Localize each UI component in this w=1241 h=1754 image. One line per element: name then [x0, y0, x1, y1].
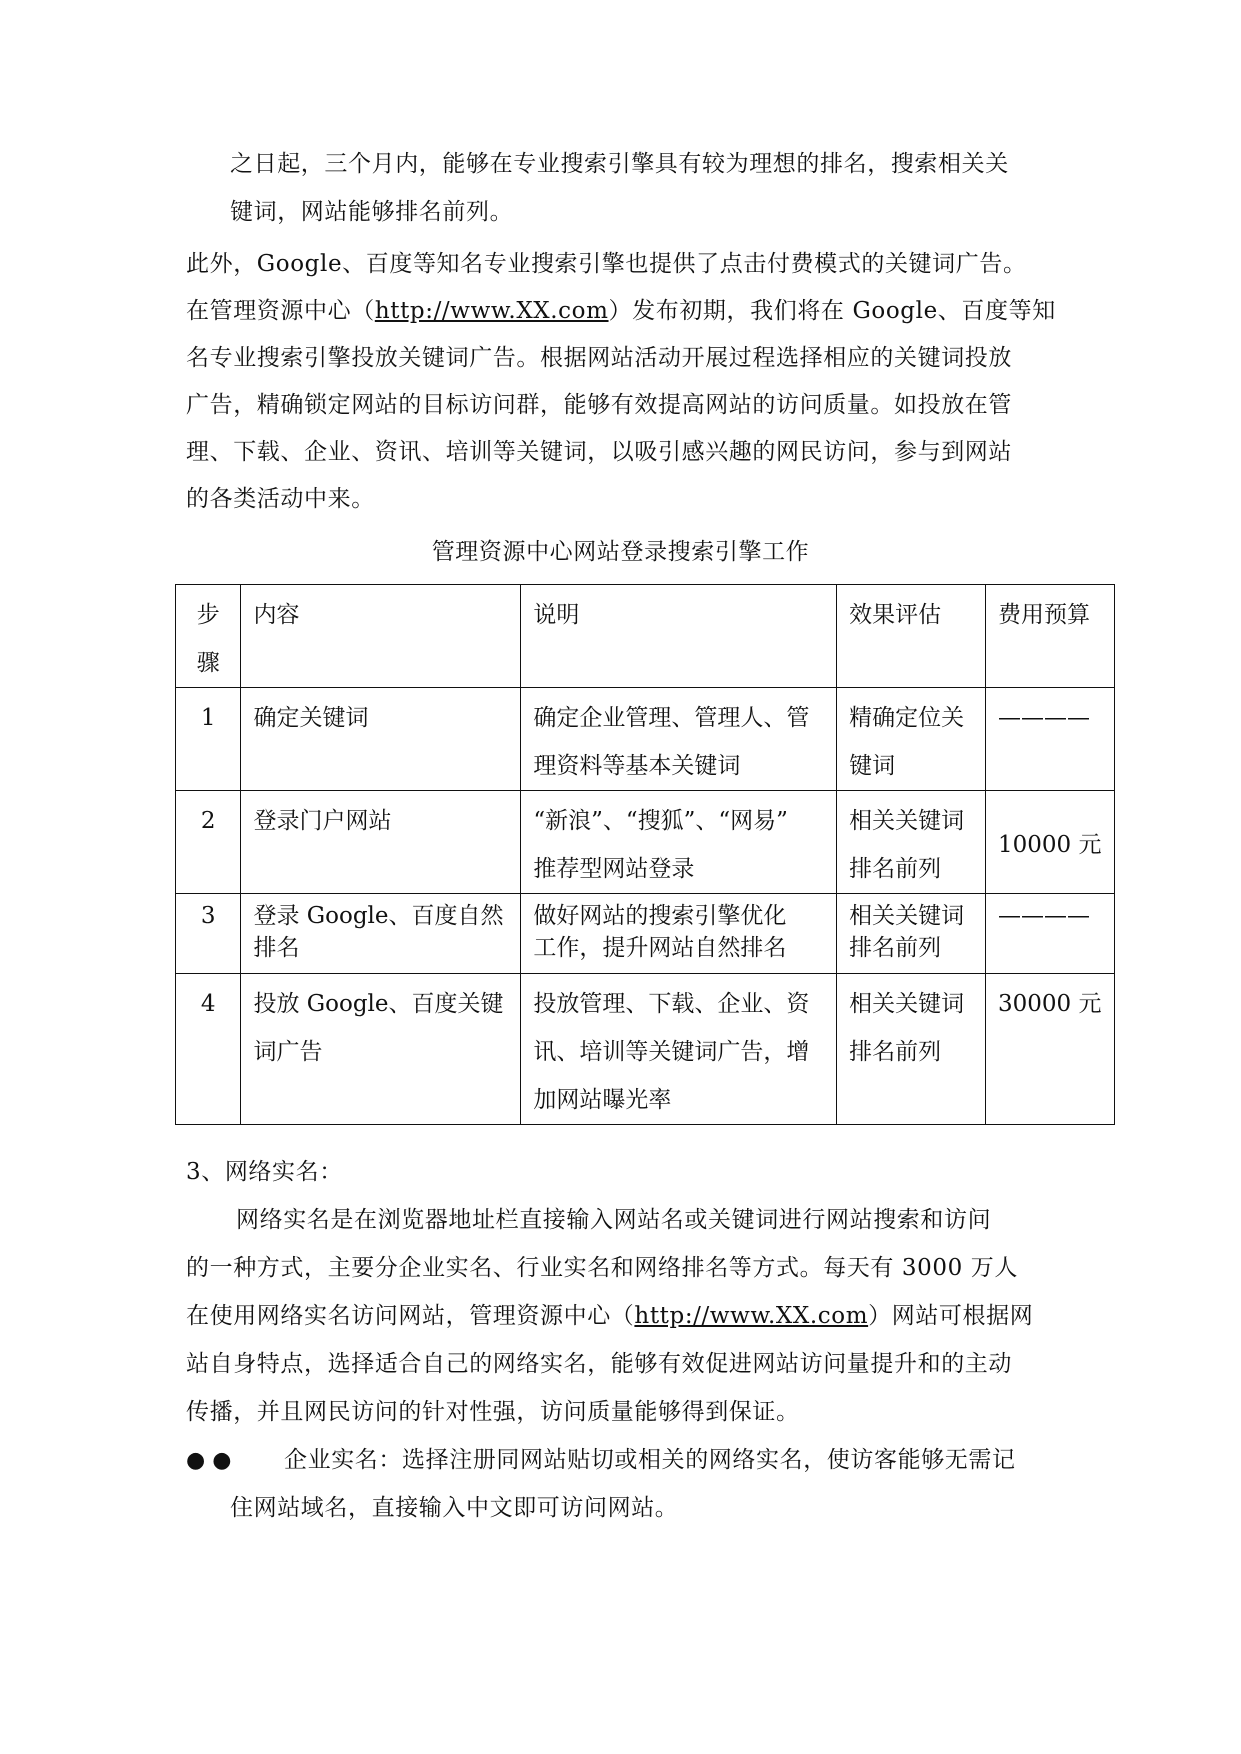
- cell-content: 确定关键词: [241, 688, 521, 791]
- table-header-row: [176, 585, 1115, 688]
- header-effect: 效果评估: [837, 585, 986, 688]
- header-step: 步 骤: [176, 585, 241, 688]
- bullet-text: 企业实名：选择注册同网站贴切或相关的网络实名，使访客能够无需记: [284, 1447, 1016, 1473]
- table-row: [176, 974, 1115, 1125]
- text-run: 在管理资源中心（: [186, 298, 375, 324]
- text-run: ）发布初期，我们将在 Google、百度等知: [608, 298, 1056, 324]
- cell-effect: 相关关键词 排名前列: [837, 894, 986, 974]
- paragraph-line: 的各类活动中来。: [186, 486, 375, 512]
- cell-desc: 做好网站的搜索引擎优化 工作，提升网站自然排名: [521, 894, 837, 974]
- cell-desc: 投放管理、下载、企业、资 讯、培训等关键词广告，增 加网站曝光率: [521, 974, 837, 1125]
- seo-work-table: [175, 584, 1115, 1125]
- paragraph-line: 之日起，三个月内，能够在专业搜索引擎具有较为理想的排名，搜索相关关: [230, 151, 1009, 177]
- cell-desc: “新浪”、“搜狐”、“网易” 推荐型网站登录: [521, 791, 837, 894]
- cell-effect: 相关关键词 排名前列: [837, 791, 986, 894]
- cell-effect: 精确定位关 键词: [837, 688, 986, 791]
- cell-budget: ————: [985, 894, 1114, 974]
- cell-content: 投放 Google、百度关键 词广告: [241, 974, 521, 1125]
- cell-budget: 30000 元: [985, 974, 1114, 1125]
- table-row: [176, 791, 1115, 894]
- table-row: [176, 894, 1115, 974]
- section-heading: 3、网络实名：: [186, 1159, 343, 1185]
- cell-budget: ————: [985, 688, 1114, 791]
- bullet-icon: ● ●: [186, 1448, 232, 1473]
- header-budget: 费用预算: [985, 585, 1114, 688]
- paragraph-line: [186, 295, 1056, 327]
- paragraph-line: 网络实名是在浏览器地址栏直接输入网站名或关键词进行网站搜索和访问: [236, 1207, 992, 1233]
- cell-step: 2: [176, 791, 241, 894]
- paragraph-line: 的一种方式，主要分企业实名、行业实名和网络排名等方式。每天有 3000 万人: [186, 1255, 1018, 1281]
- cell-desc: 确定企业管理、管理人、管 理资料等基本关键词: [521, 688, 837, 791]
- paragraph-line: 站自身特点，选择适合自己的网络实名，能够有效促进网站访问量提升和的主动: [186, 1351, 1012, 1377]
- cell-budget: 10000 元: [985, 791, 1114, 894]
- cell-content: 登录 Google、百度自然 排名: [241, 894, 521, 974]
- text-run: ）网站可根据网: [868, 1303, 1034, 1329]
- table-row: [176, 688, 1115, 791]
- paragraph-line: 键词，网站能够排名前列。: [230, 199, 514, 225]
- bullet-text: 住网站域名，直接输入中文即可访问网站。: [230, 1495, 679, 1521]
- paragraph-line: 传播，并且网民访问的针对性强，访问质量能够得到保证。: [186, 1399, 800, 1425]
- paragraph-line: 广告，精确锁定网站的目标访问群，能够有效提高网站的访问质量。如投放在管: [186, 392, 1012, 418]
- header-desc: 说明: [521, 585, 837, 688]
- header-content: 内容: [241, 585, 521, 688]
- cell-step: 4: [176, 974, 241, 1125]
- cell-step: 1: [176, 688, 241, 791]
- site-link[interactable]: http://www.XX.com: [374, 298, 609, 324]
- cell-step: 3: [176, 894, 241, 974]
- paragraph-line: [186, 1300, 1033, 1332]
- site-link[interactable]: http://www.XX.com: [634, 1303, 869, 1329]
- paragraph-line: 理、下载、企业、资讯、培训等关键词，以吸引感兴趣的网民访问，参与到网站: [186, 439, 1012, 465]
- text-run: 在使用网络实名访问网站，管理资源中心（: [186, 1303, 635, 1329]
- cell-effect: 相关关键词 排名前列: [837, 974, 986, 1125]
- paragraph-line: 此外，Google、百度等知名专业搜索引擎也提供了点击付费模式的关键词广告。: [186, 251, 1027, 277]
- cell-content: 登录门户网站: [241, 791, 521, 894]
- paragraph-line: 名专业搜索引擎投放关键词广告。根据网站活动开展过程选择相应的关键词投放: [186, 345, 1012, 371]
- table-caption: 管理资源中心网站登录搜索引擎工作: [431, 539, 810, 565]
